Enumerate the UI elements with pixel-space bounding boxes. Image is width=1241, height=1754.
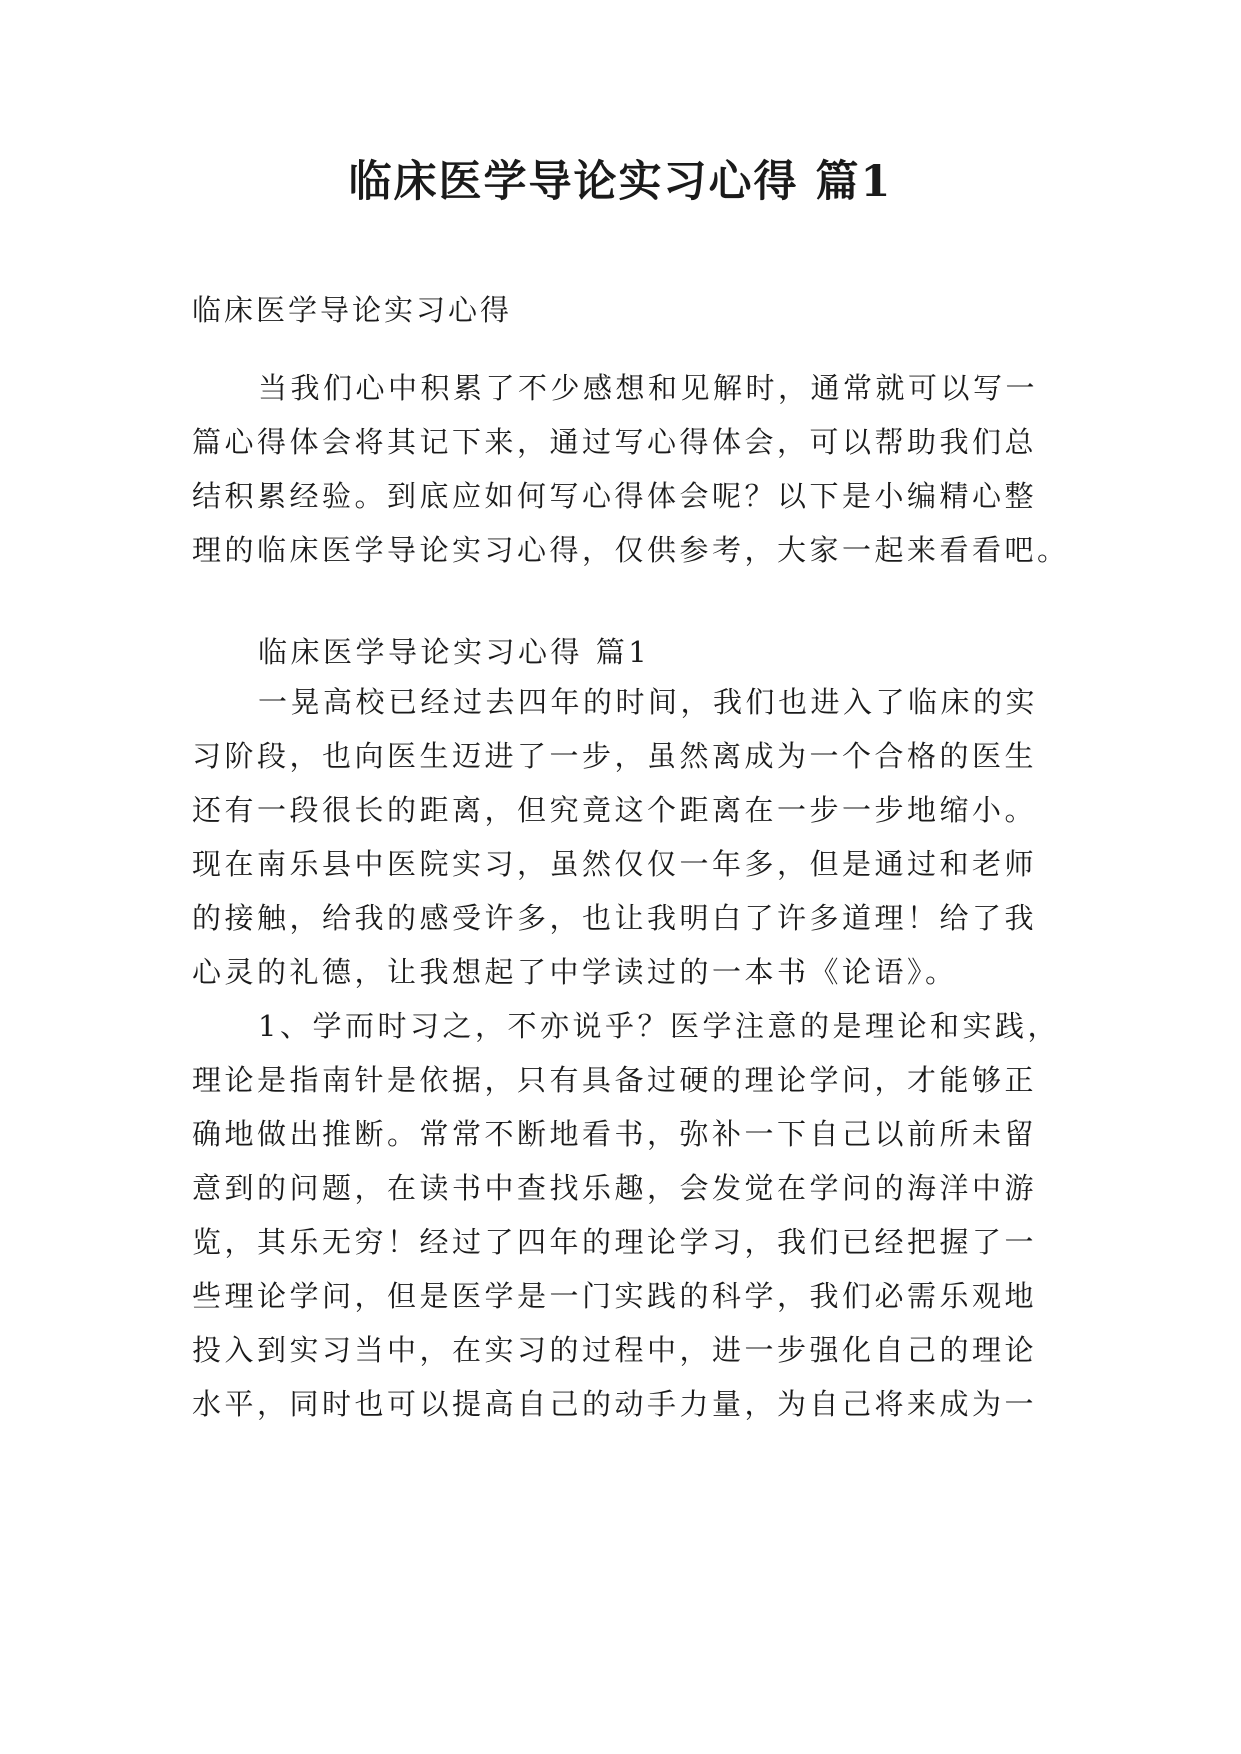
text-line: 结积累经验。到底应如何写心得体会呢？以下是小编精心整: [192, 479, 1038, 513]
text-line: 当我们心中积累了不少感想和见解时，通常就可以写一: [258, 371, 1039, 405]
text-line: 心灵的礼德，让我想起了中学读过的一本书《论语》。: [192, 955, 958, 989]
text-line: 意到的问题，在读书中查找乐趣，会发觉在学问的海洋中游: [192, 1171, 1038, 1205]
text-line: 投入到实习当中，在实习的过程中，进一步强化自己的理论: [192, 1333, 1038, 1367]
section-heading: 临床医学导论实习心得 篇1: [258, 635, 651, 669]
text-line: 确地做出推断。常常不断地看书，弥补一下自己以前所未留: [192, 1117, 1038, 1151]
text-line: 水平，同时也可以提高自己的动手力量，为自己将来成为一: [192, 1387, 1038, 1421]
text-line: 现在南乐县中医院实习，虽然仅仅一年多，但是通过和老师: [192, 847, 1038, 881]
text-line: 览，其乐无穷！经过了四年的理论学习，我们已经把握了一: [192, 1225, 1038, 1259]
text-line: 习阶段，也向医生迈进了一步，虽然离成为一个合格的医生: [192, 739, 1038, 773]
text-line: 篇心得体会将其记下来，通过写心得体会，可以帮助我们总: [192, 425, 1038, 459]
text-line: 的接触，给我的感受许多，也让我明白了许多道理！给了我: [192, 901, 1038, 935]
text-line: 还有一段很长的距离，但究竟这个距离在一步一步地缩小。: [192, 793, 1038, 827]
text-line: 些理论学问，但是医学是一门实践的科学，我们必需乐观地: [192, 1279, 1038, 1313]
text-line: 理的临床医学导论实习心得，仅供参考，大家一起来看看吧。: [192, 533, 1070, 567]
text-line: 1、学而时习之，不亦说乎？医学注意的是理论和实践，: [258, 1009, 1060, 1043]
document-title: 临床医学导论实习心得 篇1: [348, 157, 893, 207]
text-line: 理论是指南针是依据，只有具备过硬的理论学问，才能够正: [192, 1063, 1038, 1097]
text-line: 一晃高校已经过去四年的时间，我们也进入了临床的实: [258, 685, 1039, 719]
document-subtitle: 临床医学导论实习心得: [192, 293, 513, 327]
